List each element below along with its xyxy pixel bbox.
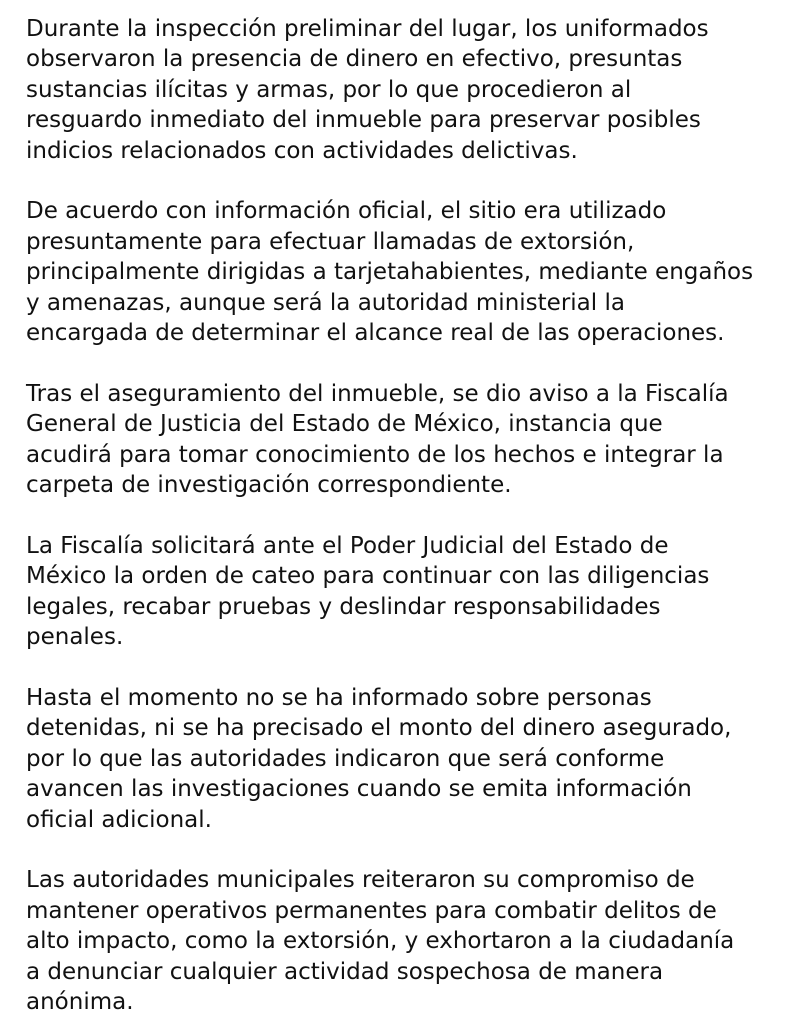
paragraph-line: alto impacto, como la extorsión, y exhortaron a la ciudadanía [26,928,735,955]
paragraph-line: avancen las investigaciones cuando se emita información [26,776,692,803]
paragraph-inspection [26,14,788,166]
paragraph-line: y amenazas, aunque será la autoridad ministerial la [26,289,625,316]
article-body [26,14,788,1017]
paragraph-line: oficial adicional. [26,806,212,833]
paragraph-line: acudirá para tomar conocimiento de los hechos e integrar la [26,441,724,468]
paragraph-line: a denunciar cualquier actividad sospechosa de manera [26,958,664,985]
paragraph-line: encargada de determinar el alcance real de las operaciones. [26,320,725,347]
paragraph-line: Tras el aseguramiento del inmueble, se dio aviso a la Fiscalía [26,380,729,407]
paragraph-line: mantener operativos permanentes para combatir delitos de [26,897,717,924]
paragraph-line: por lo que las autoridades indicaron que será conforme [26,745,665,772]
paragraph-line: resguardo inmediato del inmueble para preservar posibles [26,107,701,134]
paragraph-line: México la orden de cateo para continuar con las diligencias [26,563,710,590]
paragraph-municipal-commitment [26,865,788,1017]
paragraph-line: sustancias ilícitas y armas, por lo que procedieron al [26,76,632,103]
paragraph-detainees [26,683,788,835]
paragraph-line: Durante la inspección preliminar del lugar, los uniformados [26,16,709,42]
paragraph-line: carpeta de investigación correspondiente. [26,472,512,499]
paragraph-line: anónima. [26,988,134,1015]
paragraph-line: Las autoridades municipales reiteraron su compromiso de [26,867,695,894]
paragraph-line: indicios relacionados con actividades delictivas. [26,137,578,164]
paragraph-official-info [26,196,788,348]
paragraph-line: detenidas, ni se ha precisado el monto del dinero asegurado, [26,715,732,742]
paragraph-fiscalia-notice [26,379,788,501]
paragraph-line: presuntamente para efectuar llamadas de extorsión, [26,228,635,255]
paragraph-line: principalmente dirigidas a tarjetahabientes, mediante engaños [26,259,754,286]
paragraph-search-warrant [26,531,788,653]
paragraph-line: La Fiscalía solicitará ante el Poder Judicial del Estado de [26,532,669,559]
paragraph-line: General de Justicia del Estado de México, instancia que [26,411,663,438]
paragraph-line: penales. [26,624,124,651]
paragraph-line: Hasta el momento no se ha informado sobre personas [26,684,652,711]
paragraph-line: legales, recabar pruebas y deslindar responsabilidades [26,593,661,620]
paragraph-line: De acuerdo con información oficial, el sitio era utilizado [26,198,667,225]
paragraph-line: observaron la presencia de dinero en efectivo, presuntas [26,46,683,73]
